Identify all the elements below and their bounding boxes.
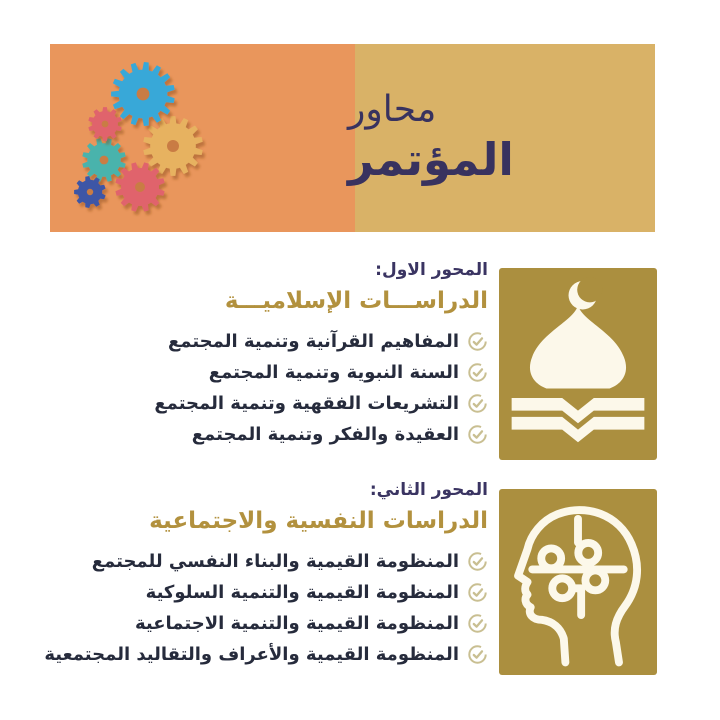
list-item bbox=[44, 577, 488, 608]
blue-gear-hole bbox=[137, 88, 150, 101]
check-circle-icon bbox=[467, 582, 488, 603]
section-islamic-studies bbox=[154, 258, 657, 460]
title-line-1: محاور bbox=[348, 89, 437, 130]
list-item bbox=[154, 326, 488, 357]
section-1-title: الدراســـات الإسلاميـــة bbox=[224, 288, 488, 314]
section-1-texts bbox=[154, 258, 488, 450]
conference-title bbox=[348, 44, 655, 232]
list-item bbox=[154, 419, 488, 450]
check-circle-icon bbox=[467, 613, 488, 634]
mosque-book-glyph bbox=[499, 268, 657, 460]
dark-blue-gear-hole bbox=[87, 189, 93, 195]
head-puzzle-icon bbox=[499, 489, 657, 675]
list-item-text: المنظومة القيمية والبناء النفسي للمجتمع bbox=[91, 551, 459, 572]
teal-gear-hole bbox=[100, 156, 109, 165]
list-item bbox=[154, 357, 488, 388]
section-1-label: المحور الاول: bbox=[375, 260, 488, 280]
section-2-texts bbox=[44, 478, 488, 670]
list-item-text: المفاهيم القرآنية وتنمية المجتمع bbox=[167, 331, 459, 352]
list-item bbox=[44, 608, 488, 639]
pink-gear-bottom-hole bbox=[135, 182, 145, 192]
check-circle-icon bbox=[467, 644, 488, 665]
check-circle-icon bbox=[467, 551, 488, 572]
title-line-2: المؤتمر bbox=[348, 133, 514, 186]
section-2-label: المحور الثاني: bbox=[369, 480, 488, 500]
list-item-text: المنظومة القيمية والأعراف والتقاليد المجتمعية bbox=[44, 644, 459, 665]
orange-gear-hole bbox=[167, 140, 179, 152]
section-psych-social-studies bbox=[44, 478, 657, 675]
list-item-text: العقيدة والفكر وتنمية المجتمع bbox=[191, 424, 459, 445]
check-circle-icon bbox=[467, 362, 488, 383]
list-item-text: المنظومة القيمية والتنمية الاجتماعية bbox=[134, 613, 459, 634]
pink-gear-top-hole bbox=[102, 121, 109, 128]
mosque-book-icon bbox=[499, 268, 657, 460]
check-circle-icon bbox=[467, 393, 488, 414]
check-circle-icon bbox=[467, 331, 488, 352]
section-2-title: الدراسات النفسية والاجتماعية bbox=[149, 508, 488, 534]
list-item bbox=[44, 546, 488, 577]
check-circle-icon bbox=[467, 424, 488, 445]
list-item bbox=[154, 388, 488, 419]
list-item bbox=[44, 639, 488, 670]
list-item-text: السنة النبوية وتنمية المجتمع bbox=[208, 362, 459, 383]
header-banner bbox=[50, 44, 655, 232]
list-item-text: المنظومة القيمية والتنمية السلوكية bbox=[145, 582, 459, 603]
head-puzzle-glyph bbox=[499, 489, 657, 675]
gears-graphic bbox=[50, 44, 355, 232]
list-item-text: التشريعات الفقهية وتنمية المجتمع bbox=[154, 393, 459, 414]
